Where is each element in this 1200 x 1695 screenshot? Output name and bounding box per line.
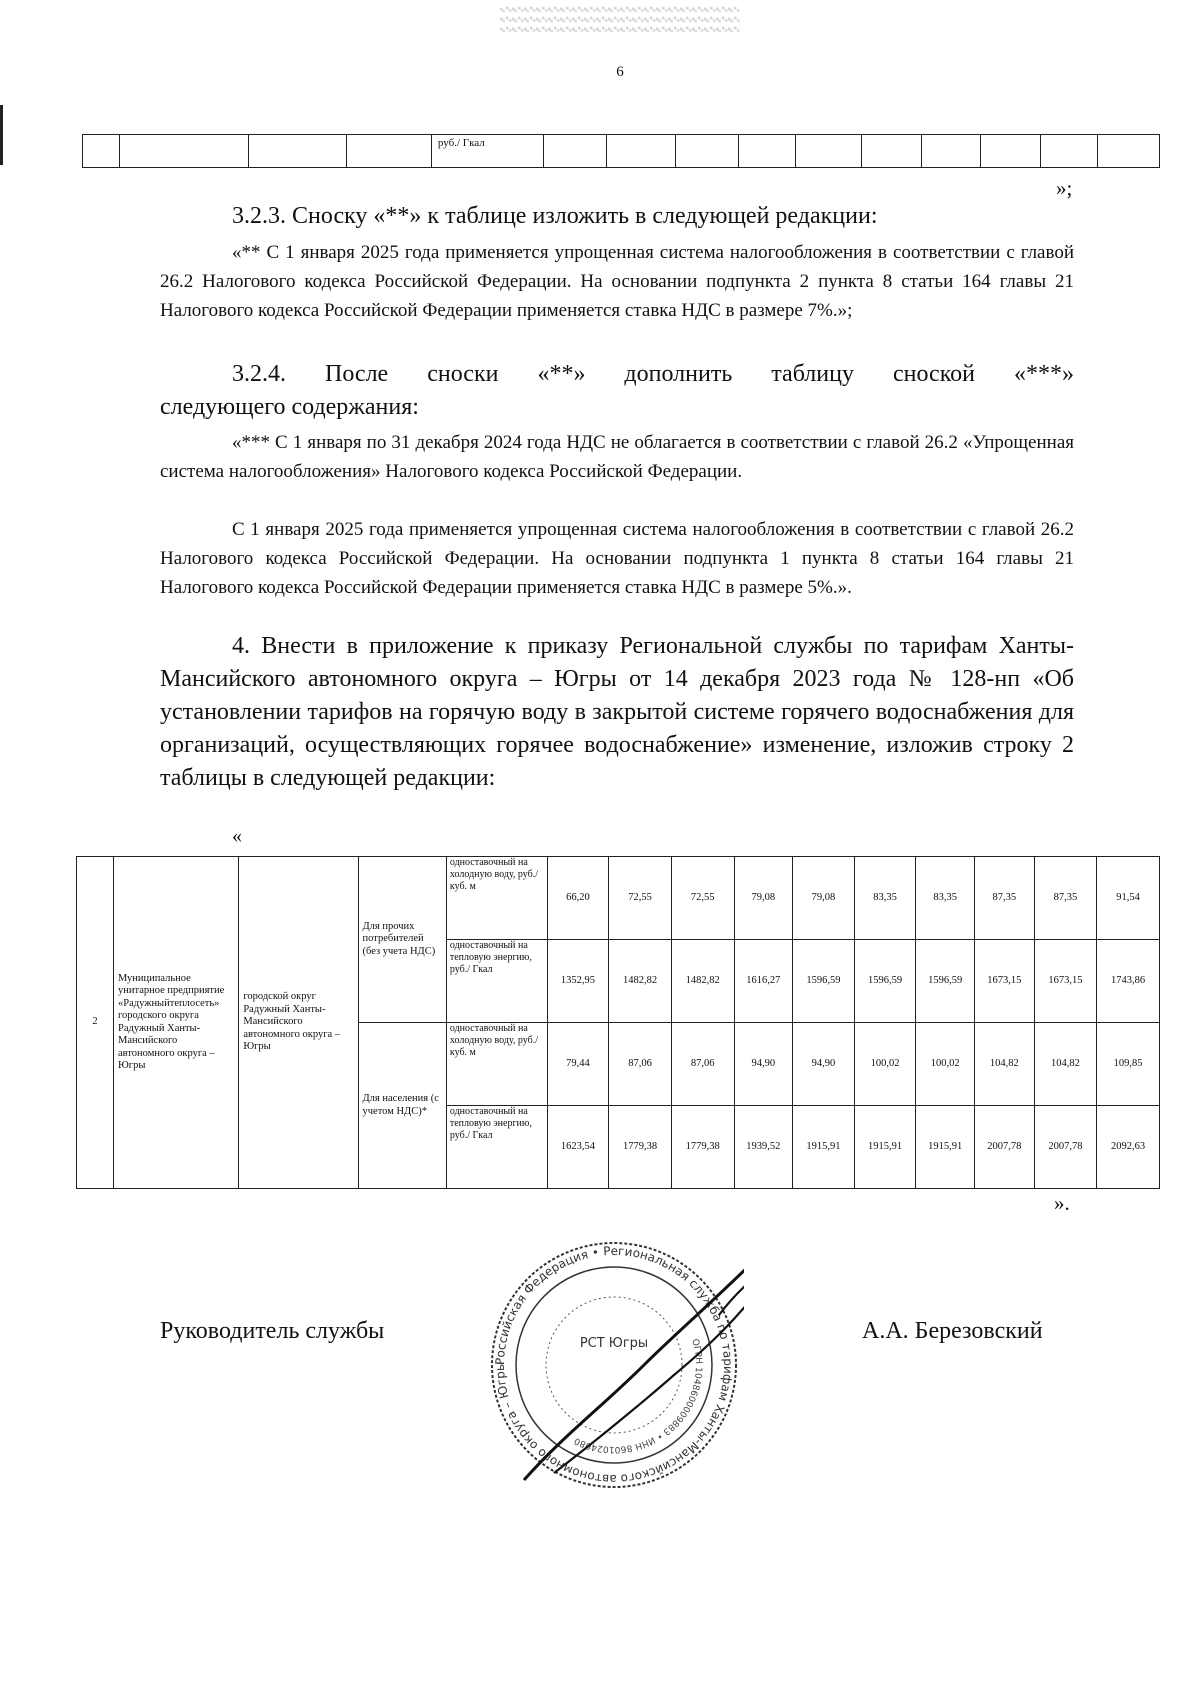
table-cell — [862, 135, 921, 168]
value-cell: 87,35 — [974, 857, 1034, 940]
opening-quote: « — [232, 825, 242, 847]
value-cell: 83,35 — [916, 857, 975, 940]
seal-center-text: РСТ Югры — [579, 1336, 649, 1351]
value-cell: 104,82 — [1034, 1023, 1097, 1106]
value-cell: 94,90 — [793, 1023, 855, 1106]
paragraph-3-2-4-heading-cont: следующего содержания: — [160, 394, 419, 420]
tariff-type-cell: одноставочный на холодную воду, руб./куб. м — [446, 857, 547, 940]
signatory-name: А.А. Березовский — [862, 1318, 1043, 1344]
value-cell: 104,82 — [974, 1023, 1034, 1106]
closing-quote-top: »; — [1056, 176, 1073, 200]
value-cell: 100,02 — [916, 1023, 975, 1106]
signatory-title: Руководитель службы — [160, 1318, 385, 1344]
value-cell: 1915,91 — [916, 1106, 975, 1189]
value-cell: 1623,54 — [547, 1106, 609, 1189]
value-cell: 1915,91 — [793, 1106, 855, 1189]
value-cell: 1779,38 — [671, 1106, 734, 1189]
table-cell — [981, 135, 1040, 168]
value-cell: 2092,63 — [1097, 1106, 1160, 1189]
value-cell: 1482,82 — [609, 940, 672, 1023]
value-cell: 87,06 — [609, 1023, 672, 1106]
table-cell — [739, 135, 795, 168]
value-cell: 72,55 — [671, 857, 734, 940]
paragraph-3-2-4-footnote: «*** С 1 января по 31 декабря 2024 года НДС не облагается в соответствии с главой 26.2 «Упрощенная система налогообложения» Налогового кодекса Российской Федерации. — [160, 432, 1074, 482]
value-cell: 2007,78 — [1034, 1106, 1097, 1189]
value-cell: 79,08 — [734, 857, 793, 940]
table-cell — [543, 135, 607, 168]
table-cell — [795, 135, 862, 168]
value-cell: 1673,15 — [974, 940, 1034, 1023]
value-cell: 79,44 — [547, 1023, 609, 1106]
scan-noise — [500, 5, 740, 35]
value-cell: 1596,59 — [916, 940, 975, 1023]
tariff-type-cell: одноставочный на холодную воду, руб./куб. м — [446, 1023, 547, 1106]
row-number-cell: 2 — [77, 857, 114, 1189]
official-seal — [484, 1235, 744, 1495]
value-cell: 66,20 — [547, 857, 609, 940]
value-cell: 1352,95 — [547, 940, 609, 1023]
value-cell: 109,85 — [1097, 1023, 1160, 1106]
table-cell — [675, 135, 739, 168]
table-cell — [607, 135, 676, 168]
value-cell: 1596,59 — [793, 940, 855, 1023]
scan-edge-mark — [0, 105, 3, 165]
value-cell: 79,08 — [793, 857, 855, 940]
tariff-type-cell: одноставочный на тепловую энергию, руб./ Гкал — [446, 1106, 547, 1189]
value-cell: 1596,59 — [854, 940, 916, 1023]
page-number: 6 — [616, 64, 624, 80]
value-cell: 87,35 — [1034, 857, 1097, 940]
table-cell — [1040, 135, 1097, 168]
closing-quote-table: ». — [1054, 1191, 1070, 1215]
seal-inner-ring — [516, 1267, 712, 1463]
value-cell: 1779,38 — [609, 1106, 672, 1189]
consumer-group-cell: Для населения (с учетом НДС)* — [358, 1023, 446, 1189]
value-cell: 91,54 — [1097, 857, 1160, 940]
territory-cell: городской округ Радужный Ханты-Мансийского автономного округа – Югры — [239, 857, 358, 1189]
paragraph-3-2-4-footnote-cont: С 1 января 2025 года применяется упрощенная система налогообложения в соответствии с главой 26.2 Налогового кодекса Российской Федерации. На основании подпункта 1 пункта 8 статьи 164 главы 21 Налогового кодекса Российской Федерации применяется ставка НДС в размере 5%.». — [160, 519, 1074, 598]
seal-center-ring — [546, 1297, 682, 1433]
value-cell: 1743,86 — [1097, 940, 1160, 1023]
value-cell: 1673,15 — [1034, 940, 1097, 1023]
paragraph-3-2-3-text: «** С 1 января 2025 года применяется упрощенная система налогообложения в соответствии с главой 26.2 Налогового кодекса Российской Федерации. На основании подпункта 2 пункта 8 статьи 164 главы 21 Налогового кодекса Российской Федерации применяется ставка НДС в размере 7%.»; — [160, 242, 1074, 321]
unit-cell: руб./ Гкал — [431, 135, 543, 168]
top-table-row — [82, 134, 1160, 168]
value-cell: 1482,82 — [671, 940, 734, 1023]
value-cell: 87,06 — [671, 1023, 734, 1106]
value-cell: 2007,78 — [974, 1106, 1034, 1189]
tariff-table — [76, 856, 1160, 1189]
table-cell — [249, 135, 347, 168]
value-cell: 94,90 — [734, 1023, 793, 1106]
table-cell — [120, 135, 249, 168]
paragraph-4: 4. Внести в приложение к приказу Региональной службы по тарифам Ханты-Мансийского автономного округа – Югры от 14 декабря 2023 года № 128-нп «Об установлении тарифов на горячую воду в закрытой системе горячего водоснабжения для организаций, осуществляющих горячее водоснабжение» изменение, изложив строку 2 таблицы в следующей редакции: — [160, 633, 1074, 791]
consumer-group-cell: Для прочих потребителей (без учета НДС) — [358, 857, 446, 1023]
table-cell — [347, 135, 432, 168]
table-cell — [921, 135, 980, 168]
seal-id-text: ОГРН 1048600009883 • ИНН 8601024080 — [572, 1337, 704, 1455]
paragraph-3-2-4-heading: 3.2.4. После сноски «**» дополнить таблицу сноской «***» — [232, 361, 1074, 387]
paragraph-3-2-3-heading: 3.2.3. Сноску «**» к таблице изложить в следующей редакции: — [232, 203, 878, 229]
table-cell — [83, 135, 120, 168]
table-cell — [1098, 135, 1160, 168]
seal-outer-text: Российская Федерация • Региональная служба по тарифам Ханты-Мансийского автономного округа – Югры — [492, 1243, 736, 1487]
value-cell: 1939,52 — [734, 1106, 793, 1189]
value-cell: 100,02 — [854, 1023, 916, 1106]
value-cell: 1616,27 — [734, 940, 793, 1023]
value-cell: 72,55 — [609, 857, 672, 940]
tariff-type-cell: одноставочный на тепловую энергию, руб./ Гкал — [446, 940, 547, 1023]
organization-cell: Муниципальное унитарное предприятие «Радужныйтеплосеть» городского округа Радужный Ханты-Мансийского автономного округа – Югры — [113, 857, 238, 1189]
table-row — [77, 857, 1160, 940]
value-cell: 1915,91 — [854, 1106, 916, 1189]
value-cell: 83,35 — [854, 857, 916, 940]
